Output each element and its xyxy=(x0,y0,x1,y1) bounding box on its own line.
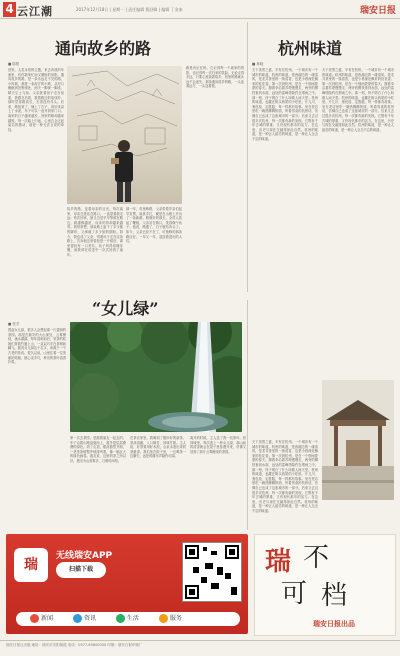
article2-title: 杭州味道 xyxy=(278,39,343,58)
article3-photo xyxy=(70,322,242,432)
footer-text: 瑞安日报社出版 地址：瑞安市安阳街道 电话：0577-65800000 印刷：瑞安日报印刷厂 xyxy=(6,643,143,647)
article3-col2: 第一次去茶园，是跟着朋友一起去的。车子沿着山路盘旋而上，窗外是层层叠叠的绿色。到了山顶，眼前豁然开朗，一垄垄茶树整齐地排列着，像一幅巨大的绿色画卷。朋友说，这里的茶之所以好，是因为山高雾多，日照时间短。 xyxy=(70,436,126,463)
qr-pattern xyxy=(183,543,241,601)
masthead-logo: 瑞安日报 xyxy=(359,6,396,16)
news-icon xyxy=(30,614,39,623)
feature-life[interactable]: 生活 xyxy=(116,615,139,622)
article1-title: 通向故乡的路 xyxy=(55,39,152,58)
section-title: 云江潮 xyxy=(17,5,53,18)
life-icon xyxy=(116,614,125,623)
article1-author: ■ 陈阳 xyxy=(8,62,20,66)
scan-download-button[interactable]: 扫描下载 xyxy=(56,562,106,578)
article3-col3: 在茶农家里，我喝到了刚炒好的新茶。茶汤清澈，入口微苦，回味甘甜。主人说，好茶要用好水泡，山泉水泡出来的茶最香。我们坐在院子里，一边喝茶一边聊天，远处的瀑布声隐约可闻。 xyxy=(130,436,186,459)
app-ad-banner[interactable] xyxy=(6,534,248,634)
article2-photo xyxy=(322,380,394,500)
brand-char-1: 瑞 xyxy=(265,547,292,577)
article1-col2: 故乡的路，连着母亲的目光。每次离家，母亲总是站在路口，一直望着我走远；每次回家，她又总是早早等候在路边。路越修越宽，母亲的背却越来越弯。我常常想，那条路上留下了多少她的脚印，又承载了多少她的期盼。如今，我也成了父亲，带着孩子走在这条路上，告诉他这里曾经是一片稻田，那里曾经有一口老井。孩子听得似懂非懂，而我却在讲述中一次次回到了童年。 xyxy=(67,207,123,257)
feature-service[interactable]: 服务 xyxy=(159,615,182,622)
brand-char-2: 不 xyxy=(303,543,330,573)
feature-news[interactable]: 新闻 xyxy=(30,615,53,622)
page-number: 4 xyxy=(3,2,16,17)
brand-sub: 瑞安日报出品 xyxy=(313,620,355,628)
column-divider xyxy=(247,22,248,292)
article2-author: ■ 林晓 xyxy=(252,62,264,66)
article3-col1: 提起女儿绿，很多人会想起那一片碧绿的茶园。那是在瑞安的大山深处，云雾缭绕，溪水潺潺。每年清明前后，采茶的姑娘们背着竹篓上山，一双双巧手在茶树间翻飞。据说女儿绿这个名字，来源于一个古老的传说。很久以前，山里住着一位美丽的姑娘，她心灵手巧，种出的茶叶清香扑鼻。 xyxy=(8,328,66,365)
header-rule xyxy=(0,18,400,19)
column-divider-2 xyxy=(247,300,248,530)
article2-col2: 天下美景之盛，半有在杭州。一个城市有一个城市的味道。杭州的味道，是西湖边的一缕清风，是龙井茶里的一抹清香，也是小巷深处飘来的桂花香。第一次到杭州，是在一个细雨蒙蒙的春天。撑着伞沿着苏堤慢慢走，两旁的柳枝垂到水面，远处的雷峰塔隐约在烟雨之中。那一刻，终于明白了什么叫做人间天堂。杭州的味道，也藏在街头巷尾的小吃里。片儿川、葱包桧、定胜糕，每一样都有故事。坐在老店里吃一碗热腾腾的面，听着邻桌的杭州话，仿佛自己也成了这座城市的一部分。后来又去过很多次杭州，每一次都有新的发现。它既有千年古城的厚重，又有现代都市的活力。在这里，历史与现在交融得如此自然。杭州的味道，是一种让人留恋的味道，是一种让人念念不忘的味道。 xyxy=(322,68,394,132)
article1-col1: 回家，人类永恒的主题。来去奔波的车流里，有你我匆忙而又期盼的身影。通向故乡的路，是一条永远走不完的路。小时候，那是一条泥泞的小路，从村口蜿蜒到田野深处，雨天一脚深一脚浅，晴天尘土飞扬。父亲挑着担子走在前面，我跟在后面，数着路边的电线杆。那时觉得路真长，长得没有尽头。后来，路拓宽了，铺上了石子，再后来浇上了水泥，车子可以一直开到家门口。离家的日子越来越长，回家的路却越来越短。每一次踏上归途，心里总会泛起莫名的激动，那是一种无法言说的牵挂。 xyxy=(8,68,64,132)
feature-info[interactable]: 资讯 xyxy=(73,615,96,622)
brand-char-3: 可 xyxy=(281,579,308,609)
issue-info: 2017年12月18日 | 星期一 | 责任编辑 曹舒卿 | 编辑 丁金泰 xyxy=(76,7,183,12)
pavilion-illustration xyxy=(322,380,394,500)
waterfall-scene xyxy=(70,322,242,432)
article1-col4: 路是有记忆的。它记得每一个离家的背影，也记得每一次归来的笑脸。无论走得多远，只要心里装着故乡，回家的路就永远不会迷失。那条通向故乡的路，一头连着远方，一头连着根。 xyxy=(186,66,244,89)
app-ad-title: 无线瑞安APP xyxy=(56,551,113,561)
article1-col3: 那一年，村里修路，父亲带着乡亲们起早贪黑，肩挑手扛，硬是在山坡上开出了一条新路。路修好的那天，全村人放起了鞭炮，父亲站在路口，笑得像个孩子。他说，路通了，日子就有奔头了。如今，父亲已经不在了，可他修的那条路还在，一年又一年，迎送着进出的人们。 xyxy=(126,207,182,244)
footer-rule xyxy=(0,640,400,641)
sketch-wall-drawing xyxy=(67,66,182,204)
man-figure xyxy=(111,140,133,202)
app-feature-bar xyxy=(16,612,240,626)
article1-photo xyxy=(67,66,182,204)
brand-ad xyxy=(254,534,396,636)
article3-col4: 离开的时候，主人送了我一包茶叶。回到城里，每次泡上一杯女儿绿，那山间的清香就会在屋子里弥漫开来，仿佛又回到了那片云雾缭绕的茶园。 xyxy=(190,436,246,454)
service-icon xyxy=(159,614,168,623)
brand-char-4: 档 xyxy=(321,581,348,611)
app-logo-icon: 瑞 xyxy=(14,548,48,582)
article2-col3: 天下美景之盛，半有在杭州。一个城市有一个城市的味道。杭州的味道，是西湖边的一缕清风，是龙井茶里的一抹清香，也是小巷深处飘来的桂花香。第一次到杭州，是在一个细雨蒙蒙的春天。撑着伞沿着苏堤慢慢走，两旁的柳枝垂到水面，远处的雷峰塔隐约在烟雨之中。那一刻，终于明白了什么叫做人间天堂。杭州的味道，也藏在街头巷尾的小吃里。片儿川、葱包桧、定胜糕，每一样都有故事。坐在老店里吃一碗热腾腾的面，听着邻桌的杭州话，仿佛自己也成了这座城市的一部分。后来又去过很多次杭州，每一次都有新的发现。它既有千年古城的厚重，又有现代都市的活力。在这里，历史与现在交融得如此自然。杭州的味道，是一种让人留恋的味道，是一种让人念念不忘的味道。 xyxy=(252,440,318,513)
article3-author: ■ 张芳 xyxy=(8,322,20,326)
qr-code-icon[interactable] xyxy=(182,542,242,602)
article3-title: “女儿绿” xyxy=(92,299,159,318)
article2-col1: 天下美景之盛，半有在杭州。一个城市有一个城市的味道。杭州的味道，是西湖边的一缕清风，是龙井茶里的一抹清香，也是小巷深处飘来的桂花香。第一次到杭州，是在一个细雨蒙蒙的春天。撑着伞沿着苏堤慢慢走，两旁的柳枝垂到水面，远处的雷峰塔隐约在烟雨之中。那一刻，终于明白了什么叫做人间天堂。杭州的味道，也藏在街头巷尾的小吃里。片儿川、葱包桧、定胜糕，每一样都有故事。坐在老店里吃一碗热腾腾的面，听着邻桌的杭州话，仿佛自己也成了这座城市的一部分。后来又去过很多次杭州，每一次都有新的发现。它既有千年古城的厚重，又有现代都市的活力。在这里，历史与现在交融得如此自然。杭州的味道，是一种让人留恋的味道，是一种让人念念不忘的味道。 xyxy=(252,68,318,141)
info-icon xyxy=(73,614,82,623)
